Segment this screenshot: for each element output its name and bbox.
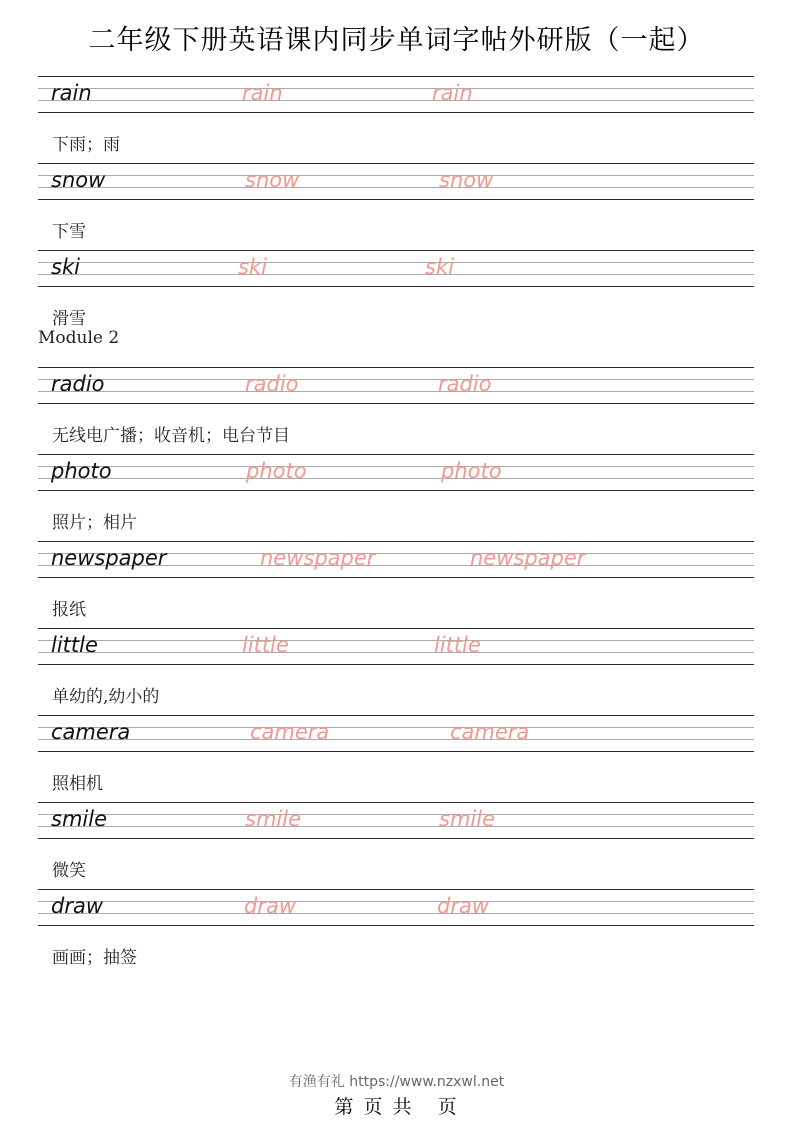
chinese-meaning: 报纸 [52, 600, 86, 620]
trace-word: little [242, 633, 289, 657]
chinese-meaning: 下雪 [52, 222, 86, 242]
writing-lines [38, 250, 754, 287]
english-word: snow [51, 168, 106, 192]
trace-word: radio [438, 372, 492, 396]
word-entry [38, 76, 754, 163]
trace-word: smile [245, 807, 301, 831]
english-word: photo [51, 459, 112, 483]
english-word: ski [51, 255, 80, 279]
word-entry [38, 628, 754, 715]
trace-word: photo [441, 459, 502, 483]
word-entry [38, 163, 754, 250]
word-entry [38, 715, 754, 802]
writing-lines [38, 163, 754, 200]
english-word: smile [51, 807, 107, 831]
word-entry [38, 802, 754, 889]
writing-lines [38, 889, 754, 926]
word-entry [38, 454, 754, 541]
chinese-meaning: 照片；相片 [52, 513, 137, 533]
english-word: radio [51, 372, 105, 396]
writing-lines [38, 454, 754, 491]
trace-word: photo [246, 459, 307, 483]
chinese-meaning: 无线电广播；收音机；电台节目 [52, 426, 290, 446]
trace-word: rain [242, 81, 283, 105]
trace-word: snow [439, 168, 494, 192]
chinese-meaning: 单幼的,幼小的 [52, 687, 160, 707]
word-entry [38, 250, 754, 367]
chinese-meaning: 照相机 [52, 774, 103, 794]
writing-lines [38, 628, 754, 665]
english-word: rain [51, 81, 92, 105]
trace-word: snow [245, 168, 300, 192]
word-entry [38, 541, 754, 628]
english-word: little [51, 633, 98, 657]
trace-word: little [434, 633, 481, 657]
writing-lines [38, 802, 754, 839]
module-heading: Module 2 [38, 328, 120, 348]
writing-lines [38, 367, 754, 404]
page-number: 第 页 共 页 [334, 1096, 459, 1118]
trace-word: rain [432, 81, 473, 105]
trace-word: ski [425, 255, 454, 279]
trace-word: smile [439, 807, 495, 831]
trace-word: newspaper [260, 546, 376, 570]
chinese-meaning: 下雨；雨 [52, 135, 120, 155]
trace-word: ski [238, 255, 267, 279]
writing-lines [38, 715, 754, 752]
english-word: newspaper [51, 546, 167, 570]
trace-word: draw [244, 894, 297, 918]
footer-website: 有渔有礼 https://www.nzxwl.net [288, 1074, 505, 1090]
writing-lines [38, 76, 754, 113]
word-entry [38, 367, 754, 454]
word-entry [38, 889, 754, 976]
chinese-meaning: 画画；抽签 [52, 948, 137, 968]
trace-word: camera [250, 720, 330, 744]
english-word: camera [51, 720, 131, 744]
trace-word: radio [245, 372, 299, 396]
chinese-meaning: 滑雪 [52, 309, 86, 329]
page-title: 二年级下册英语课内同步单词字帖外研版（一起） [88, 25, 705, 56]
word-practice-list [38, 76, 754, 976]
chinese-meaning: 微笑 [52, 861, 86, 881]
trace-word: newspaper [470, 546, 586, 570]
trace-word: camera [450, 720, 530, 744]
english-word: draw [51, 894, 104, 918]
trace-word: draw [437, 894, 490, 918]
